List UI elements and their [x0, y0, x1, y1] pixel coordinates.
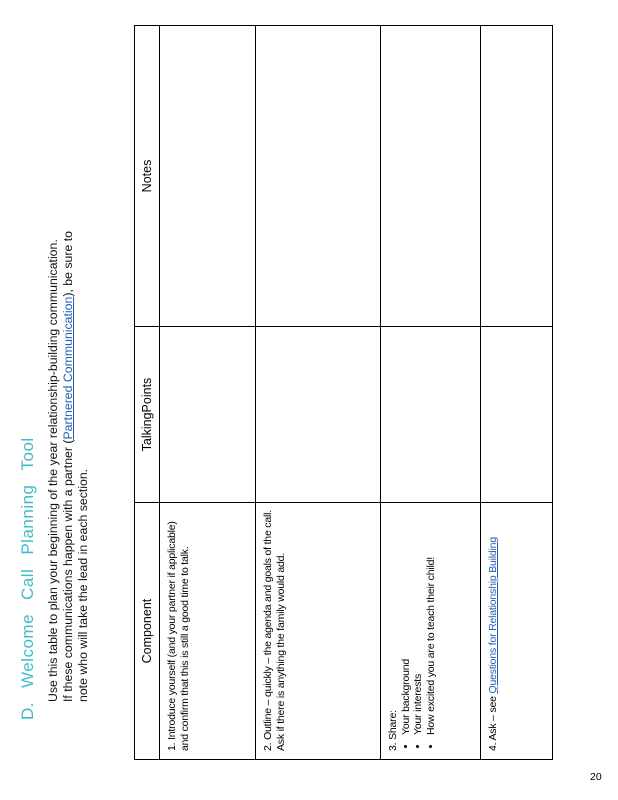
heading-word-3: Planning	[18, 484, 37, 555]
notes-cell[interactable]	[256, 26, 381, 327]
component-text: 1. Introduce yourself (and your partner if applicable) and confirm that this is still a good time to talk.	[166, 521, 191, 751]
section-heading	[18, 437, 38, 720]
list-item: • Your background	[400, 509, 413, 735]
talking-points-cell[interactable]	[256, 326, 381, 502]
table-header-row	[135, 26, 160, 760]
table-row	[160, 26, 256, 760]
table-row	[381, 26, 481, 760]
notes-cell[interactable]	[160, 26, 256, 327]
list-item: • How excited you are to teach their child!	[425, 509, 438, 735]
talking-points-cell[interactable]	[481, 326, 553, 502]
component-text: 2. Outline – quickly – the agenda and goals of the call. Ask if there is anything the family would add.	[262, 510, 287, 751]
questions-link[interactable]: Questions for Relationship Building	[487, 537, 499, 694]
component-share	[381, 503, 437, 759]
heading-word-1: Welcome	[18, 613, 37, 688]
header-talking-points: TalkingPoints	[135, 326, 160, 502]
component-cell	[256, 503, 381, 760]
component-ask	[481, 503, 500, 759]
planning-table	[134, 25, 553, 760]
intro-line-2	[61, 2, 76, 702]
intro-line-3: note who will take the lead in each section.	[76, 468, 90, 702]
heading-word-4: Tool	[18, 437, 37, 471]
list-item: • Your interests	[412, 509, 425, 735]
ask-mid: – see	[487, 693, 499, 724]
component-cell	[381, 503, 481, 760]
heading-letter: D.	[18, 702, 37, 720]
page-number: 20	[590, 771, 602, 783]
intro-line-1: Use this table to plan your beginning of the year relationship-building communication.	[46, 239, 60, 702]
intro-paragraph	[46, 2, 91, 702]
header-component: Component	[135, 503, 160, 760]
component-cell	[160, 503, 256, 760]
talking-points-cell[interactable]	[160, 326, 256, 502]
header-notes: Notes	[135, 26, 160, 327]
share-list	[400, 509, 438, 751]
ask-prefix: 4. Ask	[487, 723, 499, 751]
notes-cell[interactable]	[381, 26, 481, 327]
table-row	[481, 26, 553, 760]
partnered-communication-link[interactable]: Partnered Communication	[61, 296, 75, 440]
table-row	[256, 26, 381, 760]
share-intro: 3. Share:	[387, 710, 399, 751]
heading-word-2: Call	[18, 568, 37, 600]
intro-line-2-after: ), be sure to	[61, 231, 75, 297]
component-cell	[481, 503, 553, 760]
talking-points-cell[interactable]	[381, 326, 481, 502]
intro-line-2-before: If these communications happen with a partner (	[61, 439, 75, 702]
notes-cell[interactable]	[481, 26, 553, 327]
